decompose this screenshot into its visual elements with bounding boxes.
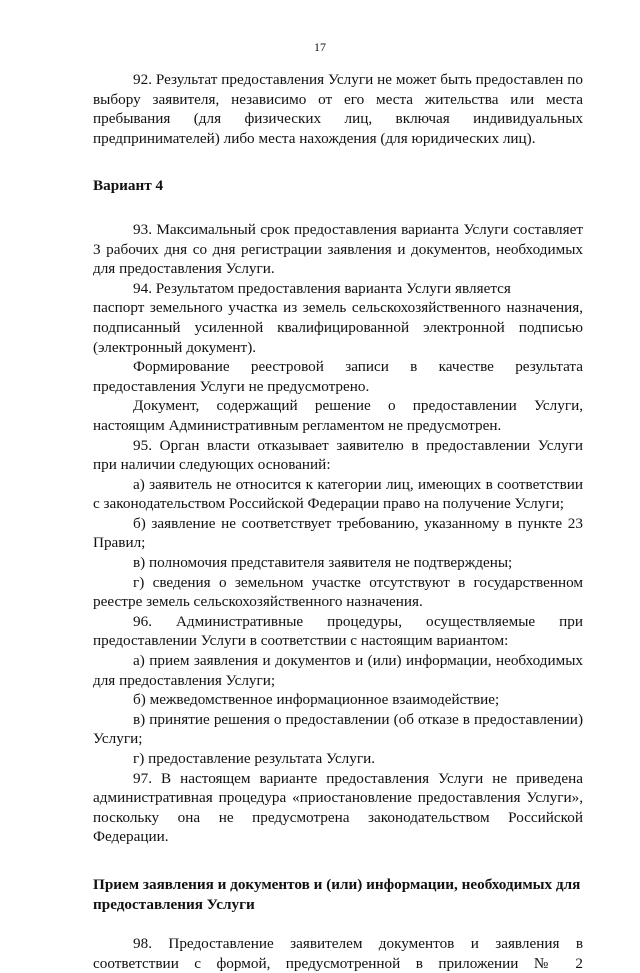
paragraph-98: 98. Предоставление заявителем документов и заявления в соответствии с формой, предусмотренной в приложении № 2 bbox=[93, 935, 583, 972]
heading-reception-line-1: Прием заявления и документов и (или) информации, необходимых для bbox=[93, 875, 581, 893]
page-number: 17 bbox=[314, 40, 326, 54]
paragraph-92: 92. Результат предоставления Услуги не может быть предоставлен по выбору заявителя, независимо от его места жительства или места пребывания (для физических лиц, включая индивидуальных предпринимателей) либо места нахождения (для юридических лиц). bbox=[93, 71, 583, 147]
paragraph-96: 96. Административные процедуры, осуществляемые при предоставлении Услуги в соответствии с настоящим вариантом: bbox=[93, 612, 583, 650]
paragraph-result-document: Документ, содержащий решение о предоставлении Услуги, настоящим Административным регламентом не предусмотрен. bbox=[93, 397, 583, 434]
paragraph-96-a: а) прием заявления и документов и (или) информации, необходимых для предоставления Услуги; bbox=[93, 652, 583, 689]
paragraph-94-first-line: 94. Результатом предоставления варианта Услуги является bbox=[133, 279, 511, 297]
paragraph-95-v: в) полномочия представителя заявителя не подтверждены; bbox=[133, 554, 513, 572]
paragraph-97: 97. В настоящем варианте предоставления Услуги не приведена административная процедура «приостановление предоставления Услуги», поскольку она не предусмотрена законодательством Российской Федерации. bbox=[93, 769, 583, 846]
paragraph-93: 93. Максимальный срок предоставления варианта Услуги составляет 3 рабочих дня со дня регистрации заявления и документов, необходимых для предоставления Услуги. bbox=[93, 220, 583, 278]
paragraph-95-a: а) заявитель не относится к категории лиц, имеющих в соответствии с законодательством Российской Федерации право на получение Услуги; bbox=[93, 475, 583, 513]
heading-variant-4: Вариант 4 bbox=[93, 177, 164, 195]
paragraph-96-b: б) межведомственное информационное взаимодействие; bbox=[133, 691, 500, 709]
document-body bbox=[93, 70, 583, 973]
paragraph-95-g: г) сведения о земельном участке отсутствуют в государственном реестре земель сельскохозяйственного назначения. bbox=[93, 573, 583, 611]
paragraph-96-v: в) принятие решения о предоставлении (об отказе в предоставлении) Услуги; bbox=[93, 710, 583, 748]
paragraph-95-b: б) заявление не соответствует требованию, указанному в пункте 23 Правил; bbox=[93, 514, 583, 552]
paragraph-94-continuation: паспорт земельного участка из земель сельскохозяйственного назначения, подписанный усиленной квалифицированной электронной подписью (электронный документ). bbox=[93, 299, 583, 356]
paragraph-registry-record: Формирование реестровой записи в качестве результата предоставления Услуги не предусмотрено. bbox=[93, 358, 583, 395]
paragraph-96-g: г) предоставление результата Услуги. bbox=[133, 750, 376, 767]
paragraph-95: 95. Орган власти отказывает заявителю в предоставлении Услуги при наличии следующих оснований: bbox=[93, 436, 583, 474]
heading-reception-line-2: предоставления Услуги bbox=[93, 895, 255, 913]
